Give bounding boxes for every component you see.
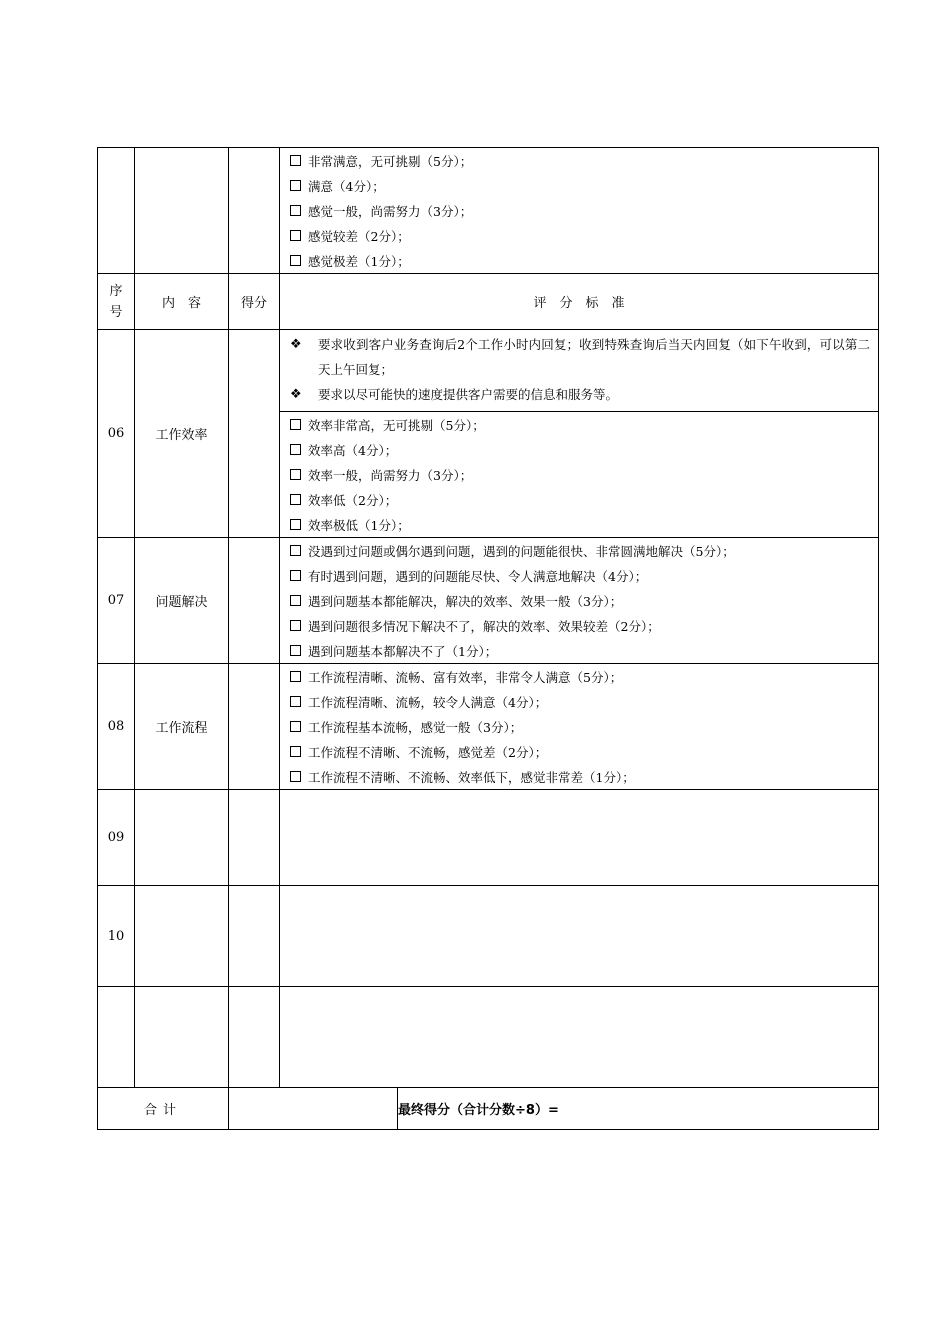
- criteria-cell: [280, 790, 879, 886]
- option-item: [290, 764, 870, 789]
- option-label: 效率低（2分）；: [308, 492, 398, 508]
- option-label: 效率高（4分）；: [308, 442, 398, 458]
- option-item: [290, 739, 870, 764]
- option-label: 感觉极差（1分）；: [308, 253, 410, 269]
- option-item: [290, 412, 870, 437]
- score-cell: [229, 790, 280, 886]
- row-item: 工作流程: [135, 664, 229, 790]
- option-item: [290, 223, 870, 248]
- content-cell: [135, 790, 229, 886]
- option-item: [290, 613, 870, 638]
- option-label: 满意（4分）；: [308, 178, 385, 194]
- option-item: [290, 173, 870, 198]
- score-cell: [229, 886, 280, 987]
- option-label: 非常满意，无可挑剔（5分）；: [308, 153, 473, 169]
- checkbox-icon: [290, 155, 301, 166]
- header-score: 得分: [229, 274, 280, 330]
- final-score-label: 最终得分（合计分数÷8）=: [398, 1088, 879, 1130]
- total-score-cell: [229, 1088, 398, 1130]
- total-row: [98, 1088, 879, 1130]
- score-cell: [229, 538, 280, 664]
- option-label: 感觉较差（2分）；: [308, 228, 410, 244]
- checkbox-icon: [290, 595, 301, 606]
- checkbox-icon: [290, 230, 301, 241]
- checkbox-icon: [290, 746, 301, 757]
- option-label: 没遇到过问题或偶尔遇到问题，遇到的问题能很快、非常圆满地解决（5分）；: [308, 543, 735, 559]
- row-number: 09: [98, 790, 135, 886]
- criteria-cell: [280, 538, 879, 664]
- row-number: 07: [98, 538, 135, 664]
- option-item: [290, 248, 870, 273]
- seq-cell: [98, 148, 135, 274]
- option-label: 工作流程不清晰、不流畅、效率低下，感觉非常差（1分）；: [308, 769, 635, 785]
- row-number: 08: [98, 664, 135, 790]
- option-list: [280, 664, 878, 789]
- option-item: [290, 538, 870, 563]
- option-label: 工作流程清晰、流畅，较令人满意（4分）；: [308, 694, 548, 710]
- continuation-row: [98, 148, 879, 274]
- criteria-cell: [280, 987, 879, 1088]
- checkbox-icon: [290, 469, 301, 480]
- checkbox-icon: [290, 570, 301, 581]
- checkbox-icon: [290, 620, 301, 631]
- content-cell: [135, 987, 229, 1088]
- evaluation-form: [97, 147, 879, 1130]
- total-label: 合计: [98, 1088, 229, 1130]
- checkbox-icon: [290, 721, 301, 732]
- option-list: [280, 538, 878, 663]
- option-item: [290, 437, 870, 462]
- option-label: 工作流程清晰、流畅、富有效率，非常令人满意（5分）；: [308, 669, 623, 685]
- content-cell: [135, 886, 229, 987]
- option-label: 有时遇到问题，遇到的问题能尽快、令人满意地解决（4分）；: [308, 568, 648, 584]
- requirement-list: [280, 330, 878, 411]
- option-label: 遇到问题基本都解决不了（1分）；: [308, 643, 498, 659]
- option-label: 工作流程不清晰、不流畅，感觉差（2分）；: [308, 744, 548, 760]
- option-item: [290, 563, 870, 588]
- criteria-cell: [280, 148, 879, 274]
- row-08: [98, 664, 879, 790]
- score-cell: [229, 664, 280, 790]
- option-list: [280, 412, 878, 537]
- checkbox-icon: [290, 180, 301, 191]
- checkbox-icon: [290, 205, 301, 216]
- option-label: 遇到问题很多情况下解决不了，解决的效率、效果较差（2分）；: [308, 618, 660, 634]
- option-item: [290, 512, 870, 537]
- checkbox-icon: [290, 255, 301, 266]
- checkbox-icon: [290, 771, 301, 782]
- header-seq: 序 号: [98, 274, 135, 330]
- checkbox-icon: [290, 444, 301, 455]
- row-07: [98, 538, 879, 664]
- checkbox-icon: [290, 494, 301, 505]
- option-item: [290, 714, 870, 739]
- option-label: 遇到问题基本都能解决，解决的效率、效果一般（3分）；: [308, 593, 623, 609]
- checkbox-icon: [290, 645, 301, 656]
- requirement-item: ❖ 要求以尽可能快的速度提供客户需要的信息和服务等。: [290, 382, 870, 407]
- header-content: 内 容: [135, 274, 229, 330]
- score-cell: [229, 330, 280, 538]
- option-item: [290, 664, 870, 689]
- criteria-cell: [280, 886, 879, 987]
- header-criteria: 评 分 标 准: [280, 274, 879, 330]
- row-number: 06: [98, 330, 135, 538]
- criteria-cell: [280, 330, 879, 538]
- option-label: 效率非常高，无可挑剔（5分）；: [308, 417, 485, 433]
- row-item: 工作效率: [135, 330, 229, 538]
- option-label: 感觉一般，尚需努力（3分）；: [308, 203, 473, 219]
- checkbox-icon: [290, 419, 301, 430]
- option-item: [290, 689, 870, 714]
- row-number: 10: [98, 886, 135, 987]
- header-row: [98, 274, 879, 330]
- option-item: [290, 638, 870, 663]
- content-cell: [135, 148, 229, 274]
- option-item: [290, 148, 870, 173]
- requirement-item: ❖ 要求收到客户业务查询后2个工作小时内回复；收到特殊查询后当天内回复（如下午收到，可以第二天上午回复；: [290, 332, 870, 382]
- row-06: [98, 330, 879, 538]
- checkbox-icon: [290, 696, 301, 707]
- row-item: 问题解决: [135, 538, 229, 664]
- row-number: [98, 987, 135, 1088]
- diamond-bullet-icon: ❖: [290, 387, 302, 402]
- option-item: [290, 588, 870, 613]
- option-list: [280, 148, 878, 273]
- option-item: [290, 487, 870, 512]
- checkbox-icon: [290, 545, 301, 556]
- checkbox-icon: [290, 519, 301, 530]
- score-cell: [229, 148, 280, 274]
- evaluation-table: [97, 147, 879, 1130]
- row-10: [98, 886, 879, 987]
- option-item: [290, 462, 870, 487]
- option-label: 效率一般，尚需努力（3分）；: [308, 467, 473, 483]
- row-09: [98, 790, 879, 886]
- criteria-cell: [280, 664, 879, 790]
- diamond-bullet-icon: ❖: [290, 337, 302, 352]
- checkbox-icon: [290, 671, 301, 682]
- option-label: 效率极低（1分）；: [308, 517, 410, 533]
- score-cell: [229, 987, 280, 1088]
- option-label: 工作流程基本流畅，感觉一般（3分）；: [308, 719, 523, 735]
- option-item: [290, 198, 870, 223]
- row-blank: [98, 987, 879, 1088]
